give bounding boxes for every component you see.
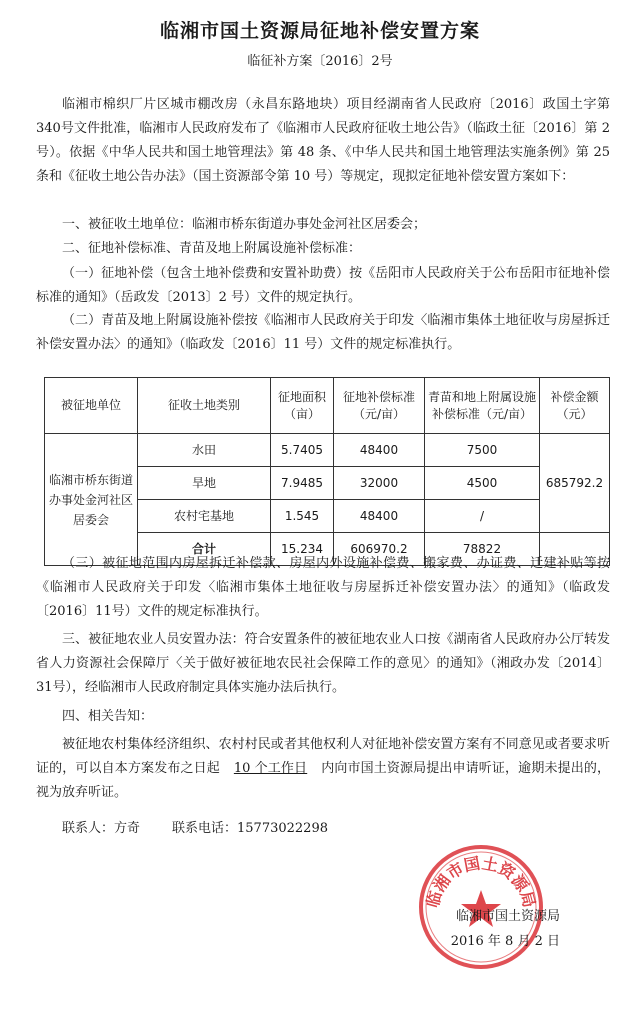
category-cell: 水田 [138, 434, 271, 467]
section-4-heading: 四、相关告知： [62, 709, 154, 724]
crop-cell: / [425, 500, 540, 533]
header-category: 征收土地类别 [138, 378, 271, 434]
signature-organization: 临湘市国土资源局 [455, 909, 560, 924]
signature-date: 2016 年 8 月 2 日 [450, 934, 560, 949]
header-area: 征地面积（亩） [271, 378, 334, 434]
compensation-table [44, 377, 610, 566]
document-title: 临湘市国土资源局征地补偿安置方案 [159, 20, 480, 42]
section-2-heading: 二、征地补偿标准、青苗及地上附属设施补偿标准： [62, 241, 362, 256]
total-standard: 606970.2 [334, 533, 425, 566]
contact-phone: 联系电话：15773022298 [172, 821, 328, 836]
area-cell: 7.9485 [271, 467, 334, 500]
standard-cell: 32000 [334, 467, 425, 500]
crop-cell: 7500 [425, 434, 540, 467]
contact-person: 联系人：方奇 [62, 821, 141, 836]
contact-line [36, 817, 610, 841]
section-1-heading: 一、被征收土地单位：临湘市桥东街道办事处金河社区居委会； [62, 217, 427, 232]
table-header-row [45, 378, 610, 434]
amount-cell: 685792.2 [540, 434, 610, 533]
document-number: 临征补方案〔2016〕2号 [247, 54, 393, 69]
unit-name-cell: 临湘市桥东街道办事处金河社区居委会 [45, 434, 138, 566]
standard-cell: 48400 [334, 434, 425, 467]
total-area: 15.234 [271, 533, 334, 566]
seal-text: 临湘市国土资源局 [422, 853, 540, 910]
notice-text-after: 内向市国土资源局提出申请听证，逾期未提出的，视为放弃听证。 [36, 761, 610, 800]
header-unit: 被征地单位 [45, 378, 138, 434]
notice-paragraph [36, 733, 610, 805]
notice-days: 10 个工作日 [233, 761, 308, 776]
subsection-3-paragraph: （三）被征地范围内房屋拆迁补偿款、房屋内外设施补偿费、搬家费、办证费、迁建补贴等按《临湘市人民政府关于印发〈临湘市集体土地征收与房屋拆迁补偿安置办法〉的通知》（临政发〔2016〕11号）文件的规定标准执行。 [36, 556, 610, 619]
crop-cell: 4500 [425, 467, 540, 500]
notice-text-before: 被征地农村集体经济组织、农村村民或者其他权利人对征地补偿安置方案有不同意见或者要求听证的，可以自本方案发布之日起 [36, 737, 610, 776]
subsection-2-paragraph: （二）青苗及地上附属设施补偿按《临湘市人民政府关于印发〈临湘市集体土地征收与房屋拆迁补偿安置办法〉的通知》（临政发〔2016〕11 号）文件的规定标准执行。 [36, 313, 610, 352]
subsection-1-paragraph: （一）征地补偿（包含土地补偿费和安置补助费）按《岳阳市人民政府关于公布岳阳市征地补偿标准的通知》（岳政发〔2013〕2 号）文件的规定执行。 [36, 266, 610, 305]
standard-cell: 48400 [334, 500, 425, 533]
intro-paragraph: 临湘市棉织厂片区城市棚改房（永昌东路地块）项目经湖南省人民政府〔2016〕政国土字第 340号文件批准，临湘市人民政府发布了《临湘市人民政府征收土地公告》（临政土征〔2016〕第 2 号）。依据《中华人民共和国土地管理法》第 48 条、《中华人民共和国土地管理法实施条例》第 25 条和《征收土地公告办法》（国土资源部令第 10 号）等规定，现拟定征地补偿安置方案如下： [36, 97, 610, 184]
header-standard: 征地补偿标准（元/亩） [334, 378, 425, 434]
area-cell: 5.7405 [271, 434, 334, 467]
category-cell: 农村宅基地 [138, 500, 271, 533]
category-cell: 旱地 [138, 467, 271, 500]
total-crop: 78822 [425, 533, 540, 566]
total-label: 合计 [138, 533, 271, 566]
header-amount: 补偿金额（元） [540, 378, 610, 434]
table-row [45, 434, 610, 467]
header-crop-standard: 青苗和地上附属设施补偿标准（元/亩） [425, 378, 540, 434]
section-3-paragraph: 三、被征地农业人员安置办法：符合安置条件的被征地农业人口按《湖南省人民政府办公厅转发省人力资源社会保障厅〈关于做好被征地农民社会保障工作的意见〉的通知》（湘政办发〔2014〕31号），经临湘市人民政府制定具体实施办法后执行。 [36, 632, 610, 695]
area-cell: 1.545 [271, 500, 334, 533]
